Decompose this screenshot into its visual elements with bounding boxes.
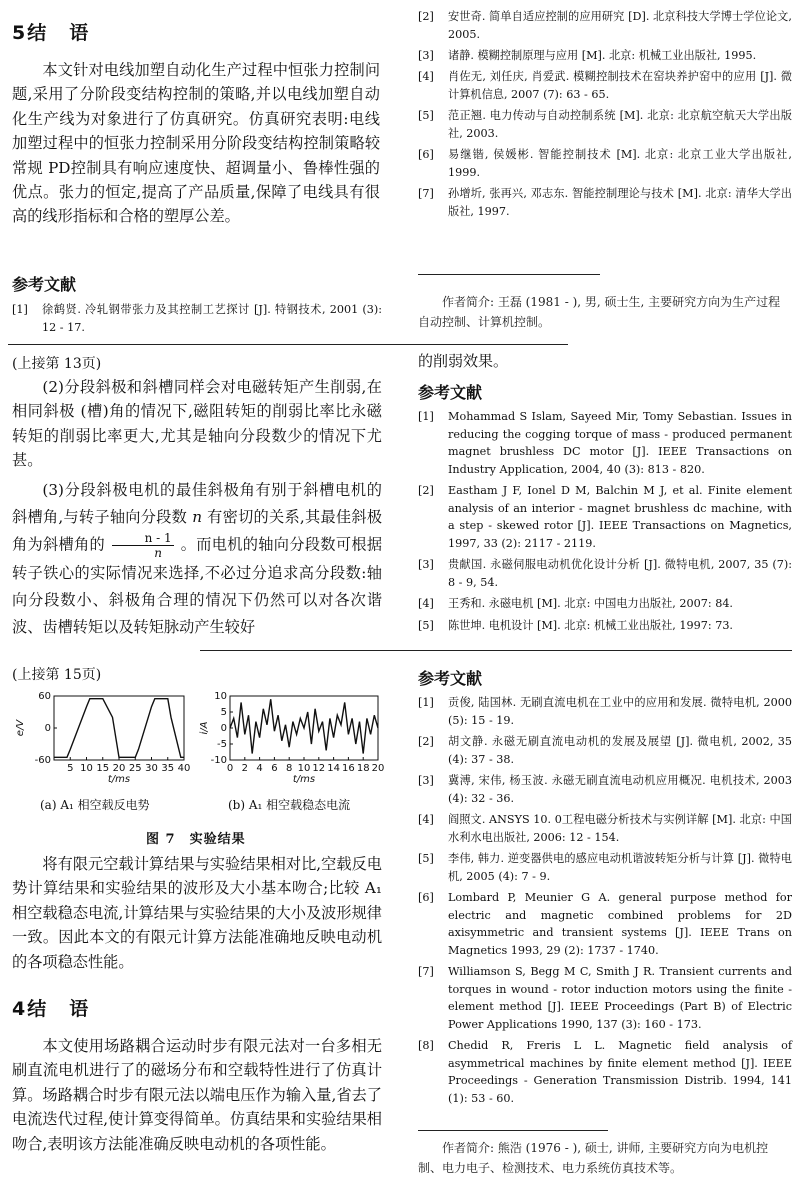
reference-number: [6]: [418, 890, 434, 904]
paragraph-3-part-c: 。而电机的轴向分段数可根据转子铁心的实际情况来选择,不必过分追求高分段数:轴向分段数小、斜极角合理的情况下仍然可以对各次谐波、齿槽转矩以及转矩脉动产生较好: [12, 535, 383, 636]
series-line: [54, 699, 184, 758]
x-axis-label: t/ms: [107, 774, 131, 785]
reference-item: [418, 47, 792, 65]
reference-item: [418, 68, 792, 103]
variable-n: n: [192, 507, 203, 526]
reference-number: [2]: [418, 734, 434, 748]
reference-text: 贡俊, 陆国林. 无刷直流电机在工业中的应用和发展. 微特电机, 2000 (5): 15 - 19.: [448, 696, 792, 727]
y-tick-label: 0: [44, 723, 51, 734]
reference-number: [2]: [418, 10, 434, 23]
x-tick-label: 10: [297, 763, 311, 774]
reference-item: [418, 185, 792, 220]
author-divider: [418, 274, 600, 275]
chart-back-emf: [14, 690, 194, 786]
reference-list: [12, 301, 382, 340]
y-axis-label: e/V: [15, 719, 26, 737]
reference-item: [418, 850, 792, 885]
reference-text: 范正翘. 电力传动与自动控制系统 [M]. 北京: 北京航空航天大学出版社, 2003.: [448, 109, 792, 140]
reference-item: [418, 889, 792, 959]
reference-item: [418, 963, 792, 1033]
reference-number: [5]: [418, 618, 434, 632]
author-bio: 作者简介: 王磊 (1981 - ), 男, 硕士生, 主要研究方向为生产过程自动控制、计算机控制。: [418, 295, 781, 329]
figure-caption-b: (b) A₁ 相空载稳态电流: [228, 798, 351, 812]
reference-text: Chedid R, Freris L L. Magnetic field analysis of asymmetrical machines by finite element method [J]. IEEE Proceedings - Generation Transmission Distrib. 1994, 141 (1): 53 - 60.: [448, 1039, 792, 1106]
reference-number: [3]: [418, 773, 434, 787]
reference-item: [418, 617, 792, 635]
x-axis-label: t/ms: [292, 774, 316, 785]
references-heading: 参考文献: [418, 669, 483, 688]
reference-item: [418, 556, 792, 591]
reference-number: [1]: [418, 410, 434, 423]
reference-item: [418, 733, 792, 768]
x-tick-label: 10: [80, 763, 93, 774]
reference-item: [418, 1037, 792, 1107]
reference-item: [418, 8, 792, 43]
section-heading-conclusion: 4结 语: [12, 998, 91, 1020]
reference-number: [4]: [418, 597, 434, 611]
x-tick-label: 6: [271, 763, 278, 774]
paragraph-3-part-b: 有密切的关系,其最佳斜极角为斜槽角的: [12, 507, 383, 554]
reference-number: [4]: [418, 70, 434, 84]
author-bio: 作者简介: 熊浩 (1976 - ), 硕士, 讲师, 主要研究方向为电机控制、电力电子、检测技术、电力系统仿真技术等。: [418, 1141, 769, 1175]
reference-text: 阎照文. ANSYS 10. 0工程电磁分析技术与实例详解 [M]. 北京: 中国水利水电出版社, 2006: 12 - 154.: [448, 812, 792, 844]
reference-text: Mohammad S Islam, Sayeed Mir, Tomy Sebastian. Issues in reducing the cogging torque of mass - produced permanent magnet brushless DC motor [J]. IEEE Transactions on Industry Application, 2004, 40 (3): 813 - 820.: [448, 410, 792, 476]
reference-text: 安世奇. 简单自适应控制的应用研究 [D]. 北京科技大学博士学位论文, 2005.: [448, 10, 792, 41]
reference-number: [2]: [418, 484, 434, 498]
conclusion-text: 本文针对电线加塑自动化生产过程中恒张力控制问题,采用了分阶段变结构控制的策略,并以电线加塑自动化生产线为对象进行了仿真研究。仿真研究表明:电线加塑过程中的恒张力控制采用分阶段变结构控制策略较常规 PD控制具有响应速度快、超调量小、鲁棒性强的优点。张力的恒定,提高了产品质量,保障了电线具有很高的线形指标和合格的塑厚公差。: [12, 61, 380, 226]
reference-text: Lombard P, Meunier G A. general purpose method for electric and magnetic combined problems for 2D axisymmetric and transient systems [J]. IEEE Trans on Magnetics 1993, 29 (2): 1737 - 1740.: [448, 890, 792, 957]
chart-b-plot: [199, 691, 384, 785]
results-text: 将有限元空载计算结果与实验结果相对比,空载反电势计算结果和实验结果的波形及大小基本吻合;比较 A₁ 相空载稳态电流,计算结果与实验结果的大小及波形规律一致。因此本文的有限元计算方法能准确地反映电动机的各项稳态性能。: [12, 855, 382, 971]
conclusion-paragraph: [12, 1034, 382, 1156]
references-heading: 参考文献: [12, 275, 77, 294]
body-paragraphs: [12, 375, 382, 641]
conclusion-paragraph: [12, 58, 380, 229]
figure-title: 图 7 实验结果: [146, 832, 246, 847]
reference-text: 王秀和. 永磁电机 [M]. 北京: 中国电力出版社, 2007: 84.: [448, 597, 733, 611]
author-divider: [418, 1130, 608, 1131]
x-tick-label: 18: [356, 763, 370, 774]
reference-text: 易继锴, 侯媛彬. 智能控制技术 [M]. 北京: 北京工业大学出版社, 1999.: [448, 148, 792, 179]
x-tick-label: 15: [96, 763, 110, 774]
y-tick-label: -60: [34, 755, 51, 766]
x-tick-label: 14: [327, 763, 340, 774]
conclusion-text: 本文使用场路耦合运动时步有限元法对一台多相无刷直流电机进行了的磁场分布和空载特性进行了仿真计算。场路耦合时步有限元法以端电压作为输入量,省去了电流迭代过程,使计算变得简单。仿真结果和实验结果相吻合,表明该方法能准确反映电动机的各项性能。: [12, 1037, 382, 1153]
y-tick-label: -10: [210, 755, 227, 766]
x-tick-label: 5: [67, 763, 74, 774]
reference-list: [418, 408, 792, 638]
reference-number: [5]: [418, 109, 434, 123]
continued-note: (上接第 15页): [12, 667, 102, 683]
results-paragraph: [12, 852, 382, 974]
chart-a-plot: [15, 691, 190, 785]
x-tick-label: 16: [342, 763, 355, 774]
x-tick-label: 20: [112, 763, 126, 774]
reference-list: [418, 694, 792, 1111]
y-tick-label: 10: [214, 691, 227, 702]
x-tick-label: 30: [145, 763, 158, 774]
reference-item: [418, 482, 792, 552]
section-divider: [8, 344, 568, 345]
reference-number: [6]: [418, 148, 434, 162]
plot-frame: [54, 696, 184, 760]
reference-text: 冀溥, 宋伟, 杨玉波. 永磁无刷直流电动机应用概况. 电机技术, 2003 (4): 32 - 36.: [448, 773, 792, 805]
reference-text: 孙增圻, 张再兴, 邓志东. 智能控制理论与技术 [M]. 北京: 清华大学出版社, 1997.: [448, 187, 792, 218]
reference-item: [418, 772, 792, 807]
x-tick-label: 4: [256, 763, 263, 774]
y-tick-label: -5: [217, 739, 227, 750]
fraction-numerator: n - 1: [112, 531, 173, 546]
reference-number: [1]: [12, 303, 28, 316]
y-tick-label: 60: [38, 691, 51, 702]
reference-number: [1]: [418, 696, 434, 709]
x-tick-label: 2: [241, 763, 248, 774]
reference-text: 李伟, 韩力. 逆变器供电的感应电动机谐波转矩分析与计算 [J]. 微特电机, 2005 (4): 7 - 9.: [448, 851, 792, 883]
reference-text: 肖佐无, 刘任庆, 肖爱武. 模糊控制技术在窑块养护窑中的应用 [J]. 微计算机信息, 2007 (7): 63 - 65.: [448, 70, 792, 101]
x-tick-label: 40: [177, 763, 191, 774]
reference-number: [4]: [418, 812, 434, 826]
paragraph-3-part-a: (3)分段斜极电机的最佳斜极角有别于斜槽电机的斜槽角,与转子轴向分段数: [12, 480, 382, 526]
fraction: [112, 531, 173, 560]
reference-item: [418, 408, 792, 478]
reference-text: 陈世坤. 电机设计 [M]. 北京: 机械工业出版社, 1997: 73.: [448, 618, 733, 632]
reference-text: 诸静. 模糊控制原理与应用 [M]. 北京: 机械工业出版社, 1995.: [448, 48, 757, 62]
reference-text: 胡文静. 永磁无刷直流电动机的发展及展望 [J]. 微电机, 2002, 35 (4): 37 - 38.: [448, 734, 792, 766]
section-divider: [200, 650, 792, 651]
chart-steady-current: [198, 690, 388, 786]
paragraph-3: [12, 477, 382, 641]
x-tick-label: 20: [371, 763, 385, 774]
fraction-denominator: n: [154, 545, 162, 560]
reference-item: [418, 146, 792, 181]
paragraph-2: (2)分段斜极和斜槽同样会对电磁转矩产生削弱,在相同斜极 (槽)角的情况下,磁阻转矩的削弱比率比永磁转矩的削弱比率更大,尤其是轴向分段数少的情况下尤甚。: [12, 378, 382, 470]
y-tick-label: 5: [220, 707, 227, 718]
reference-item: [418, 595, 792, 613]
y-axis-label: i/A: [199, 721, 210, 735]
x-tick-label: 12: [312, 763, 326, 774]
reference-item: [418, 107, 792, 142]
reference-number: [3]: [418, 48, 434, 62]
continued-note: (上接第 13页): [12, 356, 102, 372]
references-heading: 参考文献: [418, 383, 483, 402]
reference-number: [5]: [418, 851, 434, 865]
reference-text: 徐鹤贤. 冷轧钢带张力及其控制工艺探讨 [J]. 特钢技术, 2001 (3): 12 - 17.: [42, 303, 382, 334]
reference-list: [418, 8, 792, 224]
x-tick-label: 8: [286, 763, 293, 774]
y-tick-label: 0: [220, 723, 227, 734]
reference-item: [418, 694, 792, 729]
reference-number: [3]: [418, 558, 434, 572]
reference-item: [418, 811, 792, 846]
series-line: [230, 699, 378, 753]
section-heading-conclusion: 5结 语: [12, 22, 91, 44]
figure-caption-a: (a) A₁ 相空载反电势: [40, 798, 150, 812]
x-tick-label: 25: [128, 763, 142, 774]
reference-text: 贵献国. 永磁伺服电动机优化设计分析 [J]. 微特电机, 2007, 35 (7): 8 - 9, 54.: [448, 558, 792, 589]
x-tick-label: 0: [226, 763, 234, 774]
reference-text: Eastham J F, Ionel D M, Balchin M J, et al. Finite element analysis of an interior - magnet brushless dc machine, with a step - skewed rotor [J]. IEEE Transactions on Magnetics, 1997, 33 (2): 2117 - 2119.: [448, 484, 792, 550]
reference-text: Williamson S, Begg M C, Smith J R. Transient currents and torques in wound - rotor induction motors using the finite - element method [J]. IEEE Proceedings (Part B) of Electric Power Applications 1990, 137 (3): 160 - 173.: [448, 965, 792, 1031]
reference-number: [7]: [418, 965, 434, 979]
reference-number: [7]: [418, 187, 434, 201]
reference-item: [12, 301, 382, 336]
continued-text: 的削弱效果。: [418, 352, 509, 370]
x-tick-label: 35: [161, 763, 175, 774]
reference-number: [8]: [418, 1039, 434, 1053]
